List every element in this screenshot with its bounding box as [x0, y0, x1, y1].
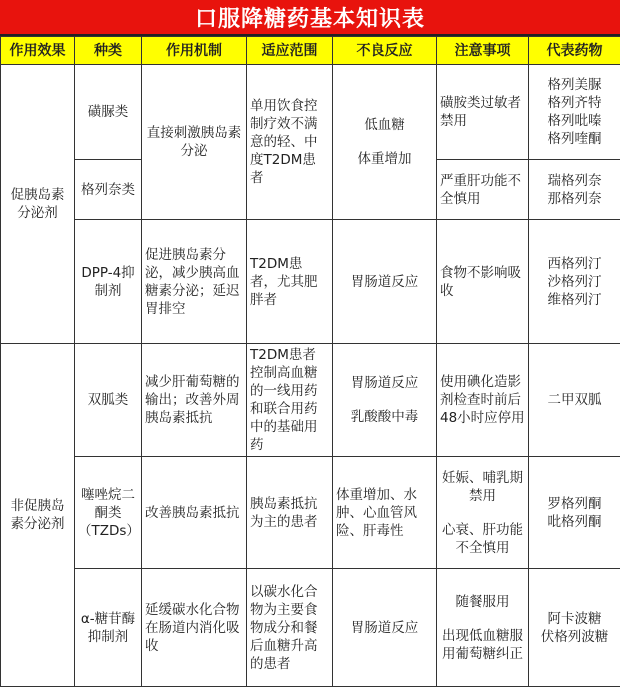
kind-cell: 磺脲类	[75, 65, 142, 160]
mechanism-cell: 促进胰岛素分泌，减少胰高血糖素分泌；延迟胃排空	[142, 220, 247, 344]
kind-cell: α-糖苷酶抑制剂	[75, 569, 142, 687]
adverse-item: 乳酸酸中毒	[336, 408, 433, 426]
scope-cell: 胰岛素抵抗为主的患者	[247, 457, 333, 569]
mechanism-cell: 减少肝葡萄糖的输出；改善外周胰岛素抵抗	[142, 344, 247, 457]
notes-item: 出现低血糖服用葡萄糖纠正	[440, 627, 525, 663]
adverse-cell: 胃肠道反应	[333, 220, 437, 344]
table-row	[1, 344, 620, 457]
mechanism-cell: 改善胰岛素抵抗	[142, 457, 247, 569]
mechanism-cell: 直接刺激胰岛素分泌	[142, 65, 247, 220]
adverse-item: 体重增加	[336, 150, 433, 168]
drugs-cell: 罗格列酮 吡格列酮	[529, 457, 620, 569]
scope-cell: 单用饮食控制疗效不满意的轻、中度T2DM患者	[247, 65, 333, 220]
scope-cell: T2DM患者，尤其肥胖者	[247, 220, 333, 344]
adverse-cell: 体重增加、水肿、心血管风险、肝毒性	[333, 457, 437, 569]
header-mechanism: 作用机制	[142, 37, 247, 65]
effect-cell: 非促胰岛素分泌剂	[1, 344, 75, 687]
header-notes: 注意事项	[437, 37, 529, 65]
notes-cell	[437, 457, 529, 569]
adverse-cell: 胃肠道反应	[333, 569, 437, 687]
drug-table	[0, 36, 620, 687]
header-adverse: 不良反应	[333, 37, 437, 65]
header-scope: 适应范围	[247, 37, 333, 65]
header-row	[1, 37, 620, 65]
drugs-cell: 瑞格列奈 那格列奈	[529, 160, 620, 220]
notes-item: 心衰、肝功能不全慎用	[440, 521, 525, 557]
header-kind: 种类	[75, 37, 142, 65]
table-title: 口服降糖药基本知识表	[0, 0, 620, 36]
scope-cell: T2DM患者控制高血糖的一线用药和联合用药中的基础用药	[247, 344, 333, 457]
header-effect: 作用效果	[1, 37, 75, 65]
notes-item: 随餐服用	[440, 593, 525, 611]
adverse-item: 胃肠道反应	[336, 374, 433, 392]
notes-item: 妊娠、哺乳期禁用	[440, 469, 525, 505]
table-row	[1, 65, 620, 160]
kind-cell: DPP-4抑制剂	[75, 220, 142, 344]
adverse-cell	[333, 344, 437, 457]
kind-cell: 格列奈类	[75, 160, 142, 220]
adverse-cell	[333, 65, 437, 220]
drugs-cell: 格列美脲 格列齐特 格列吡嗪 格列喹酮	[529, 65, 620, 160]
notes-cell	[437, 569, 529, 687]
table-row	[1, 457, 620, 569]
adverse-item: 低血糖	[336, 116, 433, 134]
notes-cell: 使用碘化造影剂检查时前后48小时应停用	[437, 344, 529, 457]
notes-cell: 食物不影响吸收	[437, 220, 529, 344]
kind-cell: 噻唑烷二酮类（TZDs）	[75, 457, 142, 569]
drugs-cell: 阿卡波糖 伏格列波糖	[529, 569, 620, 687]
mechanism-cell: 延缓碳水化合物在肠道内消化吸收	[142, 569, 247, 687]
table-row	[1, 220, 620, 344]
notes-cell: 严重肝功能不全慎用	[437, 160, 529, 220]
scope-cell: 以碳水化合物为主要食物成分和餐后血糖升高的患者	[247, 569, 333, 687]
table-row	[1, 569, 620, 687]
kind-cell: 双胍类	[75, 344, 142, 457]
header-drugs: 代表药物	[529, 37, 620, 65]
notes-cell: 磺胺类过敏者禁用	[437, 65, 529, 160]
drugs-cell: 二甲双胍	[529, 344, 620, 457]
effect-cell: 促胰岛素分泌剂	[1, 65, 75, 344]
drugs-cell: 西格列汀 沙格列汀 维格列汀	[529, 220, 620, 344]
